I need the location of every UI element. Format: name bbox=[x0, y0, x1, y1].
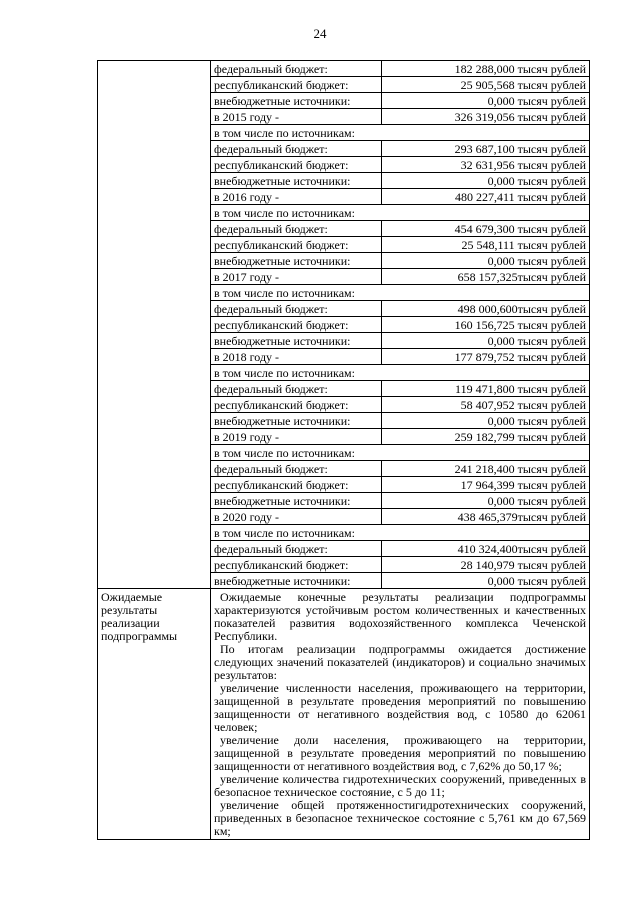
finance-amount: 498 000,600тысяч рублей bbox=[382, 301, 590, 317]
finance-amount: 0,000 тысяч рублей bbox=[382, 333, 590, 349]
program-table bbox=[97, 60, 590, 840]
finance-amount: 0,000 тысяч рублей bbox=[382, 493, 590, 509]
results-row bbox=[98, 589, 590, 840]
finance-amount: 259 182,799 тысяч рублей bbox=[382, 429, 590, 445]
finance-amount: 0,000 тысяч рублей bbox=[382, 573, 590, 589]
finance-label: республиканский бюджет: bbox=[211, 477, 382, 493]
results-title-cell bbox=[98, 589, 211, 840]
finance-amount: 0,000 тысяч рублей bbox=[382, 413, 590, 429]
finance-label: внебюджетные источники: bbox=[211, 253, 382, 269]
finance-label: в 2017 году - bbox=[211, 269, 382, 285]
results-section-title: Ожидаемые результаты реализации подпрограммы bbox=[101, 590, 178, 643]
finance-amount: 119 471,800 тысяч рублей bbox=[382, 381, 590, 397]
source-breakdown-label: в том числе по источникам: bbox=[211, 525, 590, 541]
source-breakdown-label: в том числе по источникам: bbox=[211, 125, 590, 141]
results-text-cell bbox=[211, 589, 590, 840]
finance-amount: 0,000 тысяч рублей bbox=[382, 173, 590, 189]
finance-label: федеральный бюджет: bbox=[211, 221, 382, 237]
finance-label: республиканский бюджет: bbox=[211, 237, 382, 253]
finance-amount: 410 324,400тысяч рублей bbox=[382, 541, 590, 557]
finance-label: в 2015 году - bbox=[211, 109, 382, 125]
finance-label: внебюджетные источники: bbox=[211, 93, 382, 109]
finance-amount: 480 227,411 тысяч рублей bbox=[382, 189, 590, 205]
finance-amount: 160 156,725 тысяч рублей bbox=[382, 317, 590, 333]
finance-amount: 454 679,300 тысяч рублей bbox=[382, 221, 590, 237]
finance-label: внебюджетные источники: bbox=[211, 573, 382, 589]
finance-amount: 326 319,056 тысяч рублей bbox=[382, 109, 590, 125]
finance-label: федеральный бюджет: bbox=[211, 461, 382, 477]
finance-amount: 241 218,400 тысяч рублей bbox=[382, 461, 590, 477]
finance-label: внебюджетные источники: bbox=[211, 493, 382, 509]
finance-label: федеральный бюджет: bbox=[211, 381, 382, 397]
finance-label: федеральный бюджет: bbox=[211, 61, 382, 77]
finance-amount: 17 964,399 тысяч рублей bbox=[382, 477, 590, 493]
finance-amount: 32 631,956 тысяч рублей bbox=[382, 157, 590, 173]
finance-amount: 28 140,979 тысяч рублей bbox=[382, 557, 590, 573]
finance-label: республиканский бюджет: bbox=[211, 317, 382, 333]
finance-amount: 58 407,952 тысяч рублей bbox=[382, 397, 590, 413]
results-paragraph: увеличение количества гидротехнических сооружений, приведенных в безопасное техническое состояние, с 5 до 11; bbox=[214, 772, 586, 799]
finance-label: федеральный бюджет: bbox=[211, 141, 382, 157]
finance-amount: 25 548,111 тысяч рублей bbox=[382, 237, 590, 253]
finance-label: внебюджетные источники: bbox=[211, 173, 382, 189]
finance-amount: 438 465,379тысяч рублей bbox=[382, 509, 590, 525]
table-body bbox=[98, 61, 590, 840]
finance-amount: 0,000 тысяч рублей bbox=[382, 93, 590, 109]
finance-amount: 658 157,325тысяч рублей bbox=[382, 269, 590, 285]
results-paragraph: Ожидаемые конечные результаты реализации подпрограммы характеризуются устойчивым ростом количественных и качественных показателей развития водохозяйственного комплекса Чеченской Республики. bbox=[214, 590, 586, 643]
finance-label: федеральный бюджет: bbox=[211, 301, 382, 317]
results-paragraph: По итогам реализации подпрограммы ожидается достижение следующих значений показателей (индикаторов) и социально значимых результатов: bbox=[214, 642, 586, 682]
results-paragraph: увеличение численности населения, проживающего на территории, защищенной в результате проведения мероприятий по повышению защищенности от негативного воздействия вод, с 10580 до 62061 человек; bbox=[214, 681, 586, 734]
source-breakdown-label: в том числе по источникам: bbox=[211, 445, 590, 461]
finance-label: в 2016 году - bbox=[211, 189, 382, 205]
source-breakdown-label: в том числе по источникам: bbox=[211, 285, 590, 301]
finance-label: в 2019 году - bbox=[211, 429, 382, 445]
results-paragraph: увеличение доли населения, проживающего на территории, защищенной в результате проведения мероприятий по повышению защищенности от негативного воздействия вод, с 7,62% до 50,17 %; bbox=[214, 733, 586, 773]
results-paragraph: увеличение общей протяженностигидротехнических сооружений, приведенных в безопасное техническое состояние с 5,761 км до 67,569 км; bbox=[214, 798, 586, 838]
finance-label: в 2018 году - bbox=[211, 349, 382, 365]
finance-row bbox=[98, 61, 590, 77]
finance-amount: 25 905,568 тысяч рублей bbox=[382, 77, 590, 93]
finance-label: в 2020 году - bbox=[211, 509, 382, 525]
finance-section-label-cell bbox=[98, 61, 211, 589]
source-breakdown-label: в том числе по источникам: bbox=[211, 205, 590, 221]
finance-label: республиканский бюджет: bbox=[211, 157, 382, 173]
finance-label: внебюджетные источники: bbox=[211, 333, 382, 349]
finance-amount: 293 687,100 тысяч рублей bbox=[382, 141, 590, 157]
finance-label: республиканский бюджет: bbox=[211, 397, 382, 413]
page-number: 24 bbox=[313, 26, 327, 41]
source-breakdown-label: в том числе по источникам: bbox=[211, 365, 590, 381]
finance-label: республиканский бюджет: bbox=[211, 77, 382, 93]
finance-amount: 182 288,000 тысяч рублей bbox=[382, 61, 590, 77]
finance-label: внебюджетные источники: bbox=[211, 413, 382, 429]
finance-amount: 0,000 тысяч рублей bbox=[382, 253, 590, 269]
finance-amount: 177 879,752 тысяч рублей bbox=[382, 349, 590, 365]
finance-label: федеральный бюджет: bbox=[211, 541, 382, 557]
finance-label: республиканский бюджет: bbox=[211, 557, 382, 573]
